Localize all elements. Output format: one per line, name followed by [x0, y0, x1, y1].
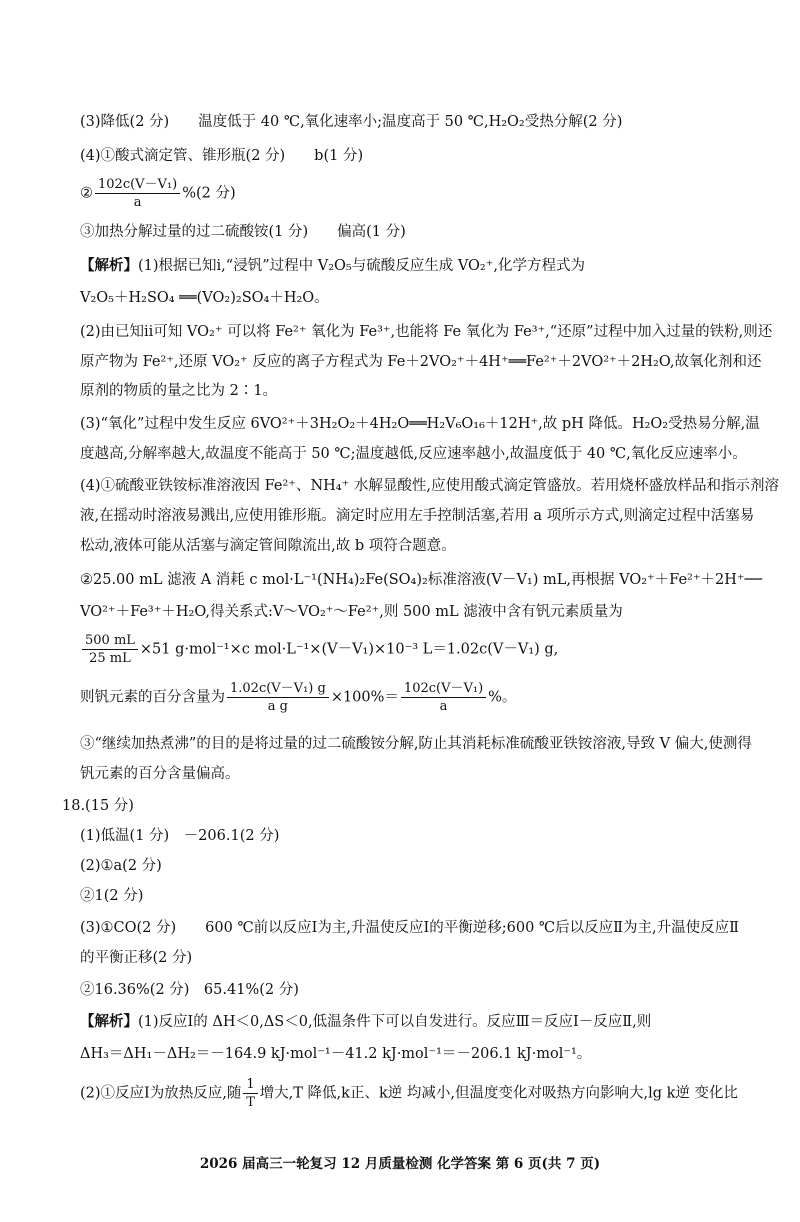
analysis-text: ×100%＝ — [330, 689, 399, 706]
circled-number: ② — [80, 185, 93, 202]
fraction — [401, 680, 486, 715]
analysis-text: ×51 g·mol⁻¹×c mol·L⁻¹×(V－V₁)×10⁻³ L＝1.02c(V－V₁) g, — [139, 641, 559, 658]
analysis-line: (2)由已知ⅱ可知 VO₂⁺ 可以将 Fe²⁺ 氧化为 Fe³⁺,也能将 Fe 氧化为 Fe³⁺,“还原”过程中加入过量的铁粉,则还 — [80, 324, 773, 340]
fraction-numerator: 500 mL — [82, 632, 138, 650]
analysis-text: 增大,T 降低,k正、k逆 均减小,但温度变化对吸热方向影响大,lg k逆 变化比 — [259, 1085, 738, 1102]
analysis-text: 则钒元素的百分含量为 — [80, 689, 225, 706]
analysis-line: (4)①硫酸亚铁铵标准溶液因 Fe²⁺、NH₄⁺ 水解显酸性,应使用酸式滴定管盛放。若用烧杯盛放样品和指示剂溶 — [80, 478, 779, 494]
analysis-line: V₂O₅＋H₂SO₄ ══(VO₂)₂SO₄＋H₂O。 — [80, 290, 329, 306]
fraction — [95, 176, 180, 211]
analysis-line — [80, 1012, 651, 1032]
analysis-tag: 【解析】 — [80, 257, 138, 274]
analysis-line: 液,在摇动时溶液易溅出,应使用锥形瓶。滴定时应用左手控制活塞,若用 a 项所示方式,则滴定过程中活塞易 — [80, 508, 755, 524]
answer-score: %(2 分) — [182, 185, 236, 202]
analysis-line — [80, 1076, 738, 1111]
answer-line: (3)①CO(2 分) 600 ℃前以反应Ⅰ为主,升温使反应Ⅰ的平衡逆移;600 ℃后以反应Ⅱ为主,升温使反应Ⅱ — [80, 920, 739, 936]
analysis-line: ②25.00 mL 滤液 A 消耗 c mol·L⁻¹(NH₄)₂Fe(SO₄)₂标准溶液(V－V₁) mL,再根据 VO₂⁺＋Fe²⁺＋2H⁺── — [80, 572, 762, 588]
fraction-numerator: 102c(V－V₁) — [95, 176, 180, 194]
analysis-line — [80, 632, 558, 667]
fraction-denominator: a g — [267, 699, 289, 714]
analysis-text: (1)反应Ⅰ的 ΔH＜0,ΔS＜0,低温条件下可以自发进行。反应Ⅲ＝反应Ⅰ－反应Ⅱ,则 — [138, 1014, 652, 1030]
answer-line: ③加热分解过量的过二硫酸铵(1 分) 偏高(1 分) — [80, 224, 406, 240]
analysis-line — [80, 256, 585, 276]
fraction-numerator: 102c(V－V₁) — [401, 680, 486, 698]
analysis-line: (3)“氧化”过程中发生反应 6VO²⁺＋3H₂O₂＋4H₂O══H₂V₆O₁₆＋12H⁺,故 pH 降低。H₂O₂受热易分解,温 — [80, 416, 760, 432]
analysis-line: ΔH₃＝ΔH₁－ΔH₂＝－164.9 kJ·mol⁻¹－41.2 kJ·mol⁻¹＝－206.1 kJ·mol⁻¹。 — [80, 1046, 592, 1062]
question-number: 18.(15 分) — [62, 798, 134, 814]
fraction-numerator: 1.02c(V－V₁) g — [227, 680, 329, 698]
page-footer: 2026 届高三一轮复习 12 月质量检测 化学答案 第 6 页(共 7 页) — [199, 1156, 601, 1172]
fraction — [243, 1076, 257, 1111]
answer-line — [80, 176, 236, 211]
analysis-line: ③“继续加热煮沸”的目的是将过量的过二硫酸铵分解,防止其消耗标准硫酸亚铁铵溶液,导致 V 偏大,使测得 — [80, 736, 752, 752]
fraction — [227, 680, 329, 715]
fraction-denominator: 25 mL — [89, 651, 131, 666]
fraction-denominator: a — [439, 699, 448, 714]
fraction-denominator: T — [246, 1095, 255, 1110]
analysis-line: 松动,液体可能从活塞与滴定管间隙流出,故 b 项符合题意。 — [80, 538, 456, 554]
fraction-denominator: a — [133, 195, 142, 210]
fraction-numerator: 1 — [243, 1076, 257, 1094]
analysis-text: (1)根据已知ⅰ,“浸钒”过程中 V₂O₅与硫酸反应生成 VO₂⁺,化学方程式为 — [138, 258, 585, 274]
analysis-line: 度越高,分解率越大,故温度不能高于 50 ℃;温度越低,反应速率越小,故温度低于 40 ℃,氧化反应速率小。 — [80, 446, 747, 462]
fraction — [82, 632, 138, 667]
analysis-line: 原产物为 Fe²⁺,还原 VO₂⁺ 反应的离子方程式为 Fe＋2VO₂⁺＋4H⁺══Fe²⁺＋2VO²⁺＋2H₂O,故氧化剂和还 — [80, 354, 762, 370]
answer-line: ②16.36%(2 分) 65.41%(2 分) — [80, 982, 299, 998]
analysis-line: 钒元素的百分含量偏高。 — [80, 766, 240, 782]
analysis-text: %。 — [488, 689, 517, 706]
answer-line: 的平衡正移(2 分) — [80, 950, 193, 966]
analysis-line: VO²⁺＋Fe³⁺＋H₂O,得关系式:V～VO₂⁺～Fe²⁺,则 500 mL 滤液中含有钒元素质量为 — [80, 604, 623, 620]
analysis-line: 原剂的物质的量之比为 2∶1。 — [80, 383, 278, 399]
analysis-line — [80, 680, 516, 715]
answer-line: (4)①酸式滴定管、锥形瓶(2 分) b(1 分) — [80, 148, 364, 164]
analysis-text: (2)①反应Ⅰ为放热反应,随 — [80, 1085, 242, 1102]
answer-line: (1)低温(1 分) －206.1(2 分) — [80, 828, 280, 844]
answer-line: ②1(2 分) — [80, 888, 144, 904]
analysis-tag: 【解析】 — [80, 1013, 138, 1030]
answer-line: (2)①a(2 分) — [80, 858, 162, 874]
answer-line: (3)降低(2 分) 温度低于 40 ℃,氧化速率小;温度高于 50 ℃,H₂O₂受热分解(2 分) — [80, 114, 623, 130]
